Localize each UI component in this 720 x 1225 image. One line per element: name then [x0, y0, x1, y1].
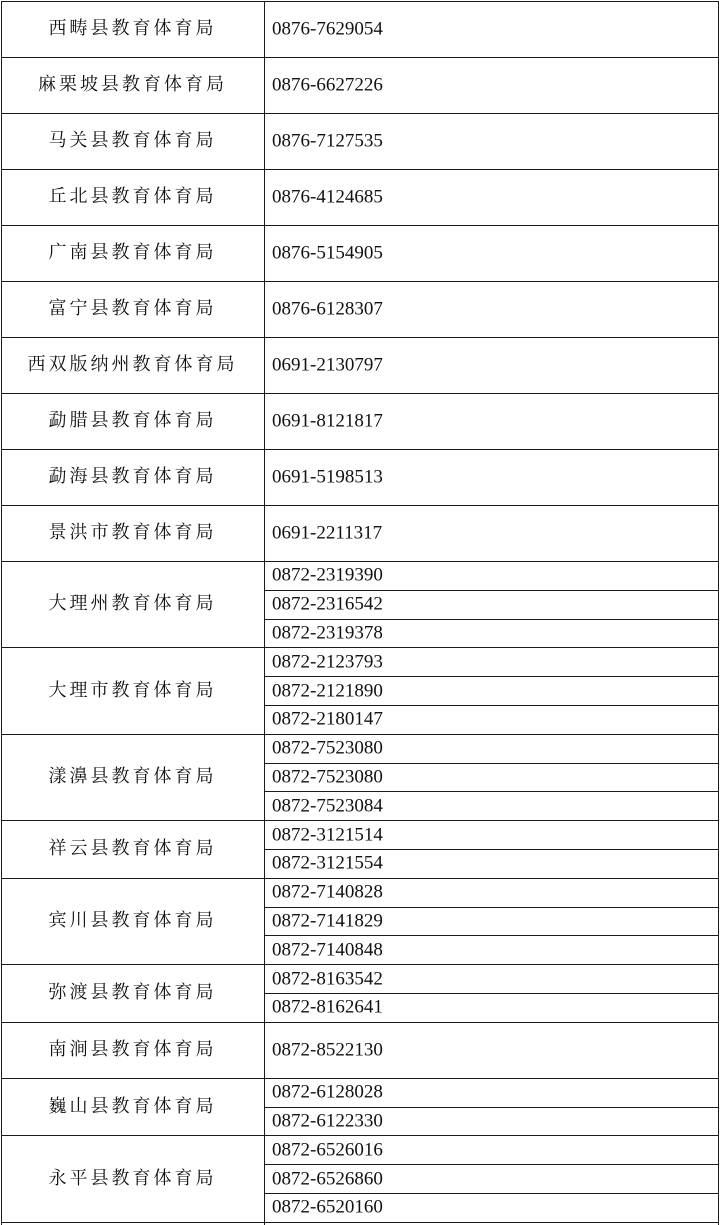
bureau-name: 丘北县教育体育局: [48, 186, 217, 207]
row-divider: [1, 337, 719, 338]
phone-number: 0876-6128307: [272, 298, 383, 320]
bureau-name: 广南县教育体育局: [48, 242, 217, 263]
row-divider: [264, 1164, 719, 1165]
row-divider: [264, 676, 719, 677]
phone-number: 0872-3121514: [272, 824, 383, 846]
bureau-name: 祥云县教育体育局: [48, 838, 217, 859]
bureau-name: 西双版纳州教育体育局: [27, 354, 238, 375]
row-divider: [1, 1078, 719, 1079]
bureau-name: 大理市教育体育局: [48, 679, 217, 701]
row-divider: [264, 763, 719, 764]
phone-number: 0872-8163542: [272, 968, 383, 990]
row-divider: [1, 1, 719, 2]
phone-number: 0876-6627226: [272, 74, 383, 96]
bureau-name: 勐海县教育体育局: [48, 466, 217, 487]
bureau-name: 勐腊县教育体育局: [48, 410, 217, 431]
phone-number: 0872-2316542: [272, 593, 383, 615]
phone-number: 0691-2211317: [272, 522, 383, 544]
column-divider: [718, 1, 719, 1225]
row-divider: [1, 1222, 719, 1223]
bureau-name: 弥渡县教育体育局: [48, 982, 217, 1003]
bureau-name: 大理州教育体育局: [48, 593, 217, 615]
phone-number: 0872-6128028: [272, 1081, 383, 1103]
row-divider: [264, 705, 719, 706]
phone-number: 0872-2319390: [272, 564, 383, 586]
phone-number: 0872-6122330: [272, 1110, 383, 1132]
row-divider: [1, 1022, 719, 1023]
phone-number: 0872-7141829: [272, 910, 383, 932]
row-divider: [264, 1107, 719, 1108]
row-divider: [1, 505, 719, 506]
row-divider: [1, 393, 719, 394]
phone-number: 0876-5154905: [272, 242, 383, 264]
row-divider: [1, 225, 719, 226]
row-divider: [264, 907, 719, 908]
row-divider: [1, 169, 719, 170]
row-divider: [1, 561, 719, 562]
row-divider: [264, 849, 719, 850]
row-divider: [264, 619, 719, 620]
phone-number: 0872-2319378: [272, 622, 383, 644]
phone-number: 0872-6526016: [272, 1139, 383, 1161]
row-divider: [1, 1135, 719, 1136]
bureau-name: 漾濞县教育体育局: [48, 766, 217, 787]
row-divider: [1, 647, 719, 648]
bureau-name: 宾川县教育体育局: [48, 910, 217, 931]
column-divider: [264, 1, 265, 1225]
phone-number: 0872-6520160: [272, 1196, 383, 1218]
row-divider: [264, 1193, 719, 1194]
phone-number: 0872-3121554: [272, 852, 383, 874]
row-divider: [264, 590, 719, 591]
row-divider: [1, 113, 719, 114]
phone-number: 0872-8162641: [272, 996, 383, 1018]
phone-number: 0872-2123793: [272, 651, 383, 673]
row-divider: [1, 964, 719, 965]
bureau-name: 景洪市教育体育局: [48, 522, 217, 543]
phone-number: 0876-7127535: [272, 130, 383, 152]
phone-number: 0872-7523080: [272, 737, 383, 759]
phone-number: 0872-7523084: [272, 795, 383, 817]
row-divider: [1, 281, 719, 282]
phone-number: 0876-4124685: [272, 186, 383, 208]
row-divider: [1, 820, 719, 821]
bureau-name: 马关县教育体育局: [48, 130, 217, 151]
phone-number: 0691-5198513: [272, 466, 383, 488]
phone-number: 0872-7523080: [272, 766, 383, 788]
row-divider: [1, 449, 719, 450]
phone-number: 0872-8522130: [272, 1039, 383, 1061]
row-divider: [1, 57, 719, 58]
bureau-name: 富宁县教育体育局: [48, 298, 217, 319]
row-divider: [1, 734, 719, 735]
phone-number: 0872-7140848: [272, 939, 383, 961]
row-divider: [264, 993, 719, 994]
bureau-name: 永平县教育体育局: [48, 1167, 217, 1189]
column-divider: [1, 1, 2, 1225]
phone-number: 0872-2180147: [272, 708, 383, 730]
phone-number: 0691-8121817: [272, 410, 383, 432]
phone-number: 0872-7140828: [272, 881, 383, 903]
bureau-name: 西畴县教育体育局: [48, 18, 217, 39]
bureau-name: 巍山县教育体育局: [48, 1095, 217, 1117]
phone-number: 0872-6526860: [272, 1168, 383, 1190]
row-divider: [264, 935, 719, 936]
bureau-name: 麻栗坡县教育体育局: [38, 74, 227, 95]
row-divider: [1, 878, 719, 879]
phone-number: 0876-7629054: [272, 18, 383, 40]
bureau-name: 南涧县教育体育局: [48, 1038, 217, 1060]
phone-number: 0872-2121890: [272, 680, 383, 702]
phone-number: 0691-2130797: [272, 354, 383, 376]
row-divider: [264, 791, 719, 792]
